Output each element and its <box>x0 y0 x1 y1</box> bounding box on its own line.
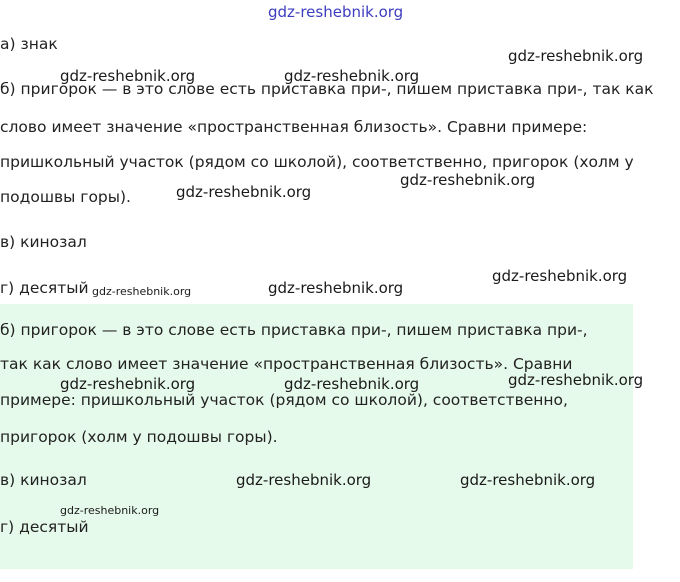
watermark: gdz-reshebnik.org <box>236 471 372 489</box>
header-watermark: gdz-reshebnik.org <box>268 3 404 21</box>
watermark: gdz-reshebnik.org <box>400 171 536 189</box>
answer-line-b3: пришкольный участок (рядом со школой), соответственно, пригорок (холм у <box>0 153 634 171</box>
answer-line-b1: б) пригорок — в это слове есть приставка при-, пишем приставка при-, так как <box>0 80 654 98</box>
watermark: gdz-reshebnik.org <box>284 375 420 393</box>
highlight-line-g: г) десятый <box>0 518 89 536</box>
watermark: gdz-reshebnik.org <box>492 267 628 285</box>
watermark: gdz-reshebnik.org <box>60 67 196 85</box>
watermark-small: gdz-reshebnik.org <box>60 504 160 517</box>
answer-line-a: а) знак <box>0 35 58 53</box>
watermark: gdz-reshebnik.org <box>460 471 596 489</box>
answer-line-v: в) кинозал <box>0 233 87 251</box>
watermark: gdz-reshebnik.org <box>176 183 312 201</box>
highlight-line-b2: так как слово имеет значение «пространственная близость». Сравни <box>0 355 573 373</box>
answer-line-b4: подошвы горы). <box>0 188 131 206</box>
watermark-small: gdz-reshebnik.org <box>92 285 192 298</box>
watermark: gdz-reshebnik.org <box>268 279 404 297</box>
highlight-line-b3: примере: пришкольный участок (рядом со школой), соответственно, <box>0 391 568 409</box>
watermark: gdz-reshebnik.org <box>284 67 420 85</box>
highlight-line-b1: б) пригорок — в это слове есть приставка при-, пишем приставка при-, <box>0 321 588 339</box>
watermark: gdz-reshebnik.org <box>60 375 196 393</box>
answer-line-b2: слово имеет значение «пространственная близость». Сравни примере: <box>0 118 588 136</box>
watermark: gdz-reshebnik.org <box>508 371 644 389</box>
highlight-line-b4: пригорок (холм у подошвы горы). <box>0 428 278 446</box>
highlight-line-v: в) кинозал <box>0 471 87 489</box>
watermark: gdz-reshebnik.org <box>508 47 644 65</box>
answer-line-g: г) десятый <box>0 279 89 297</box>
